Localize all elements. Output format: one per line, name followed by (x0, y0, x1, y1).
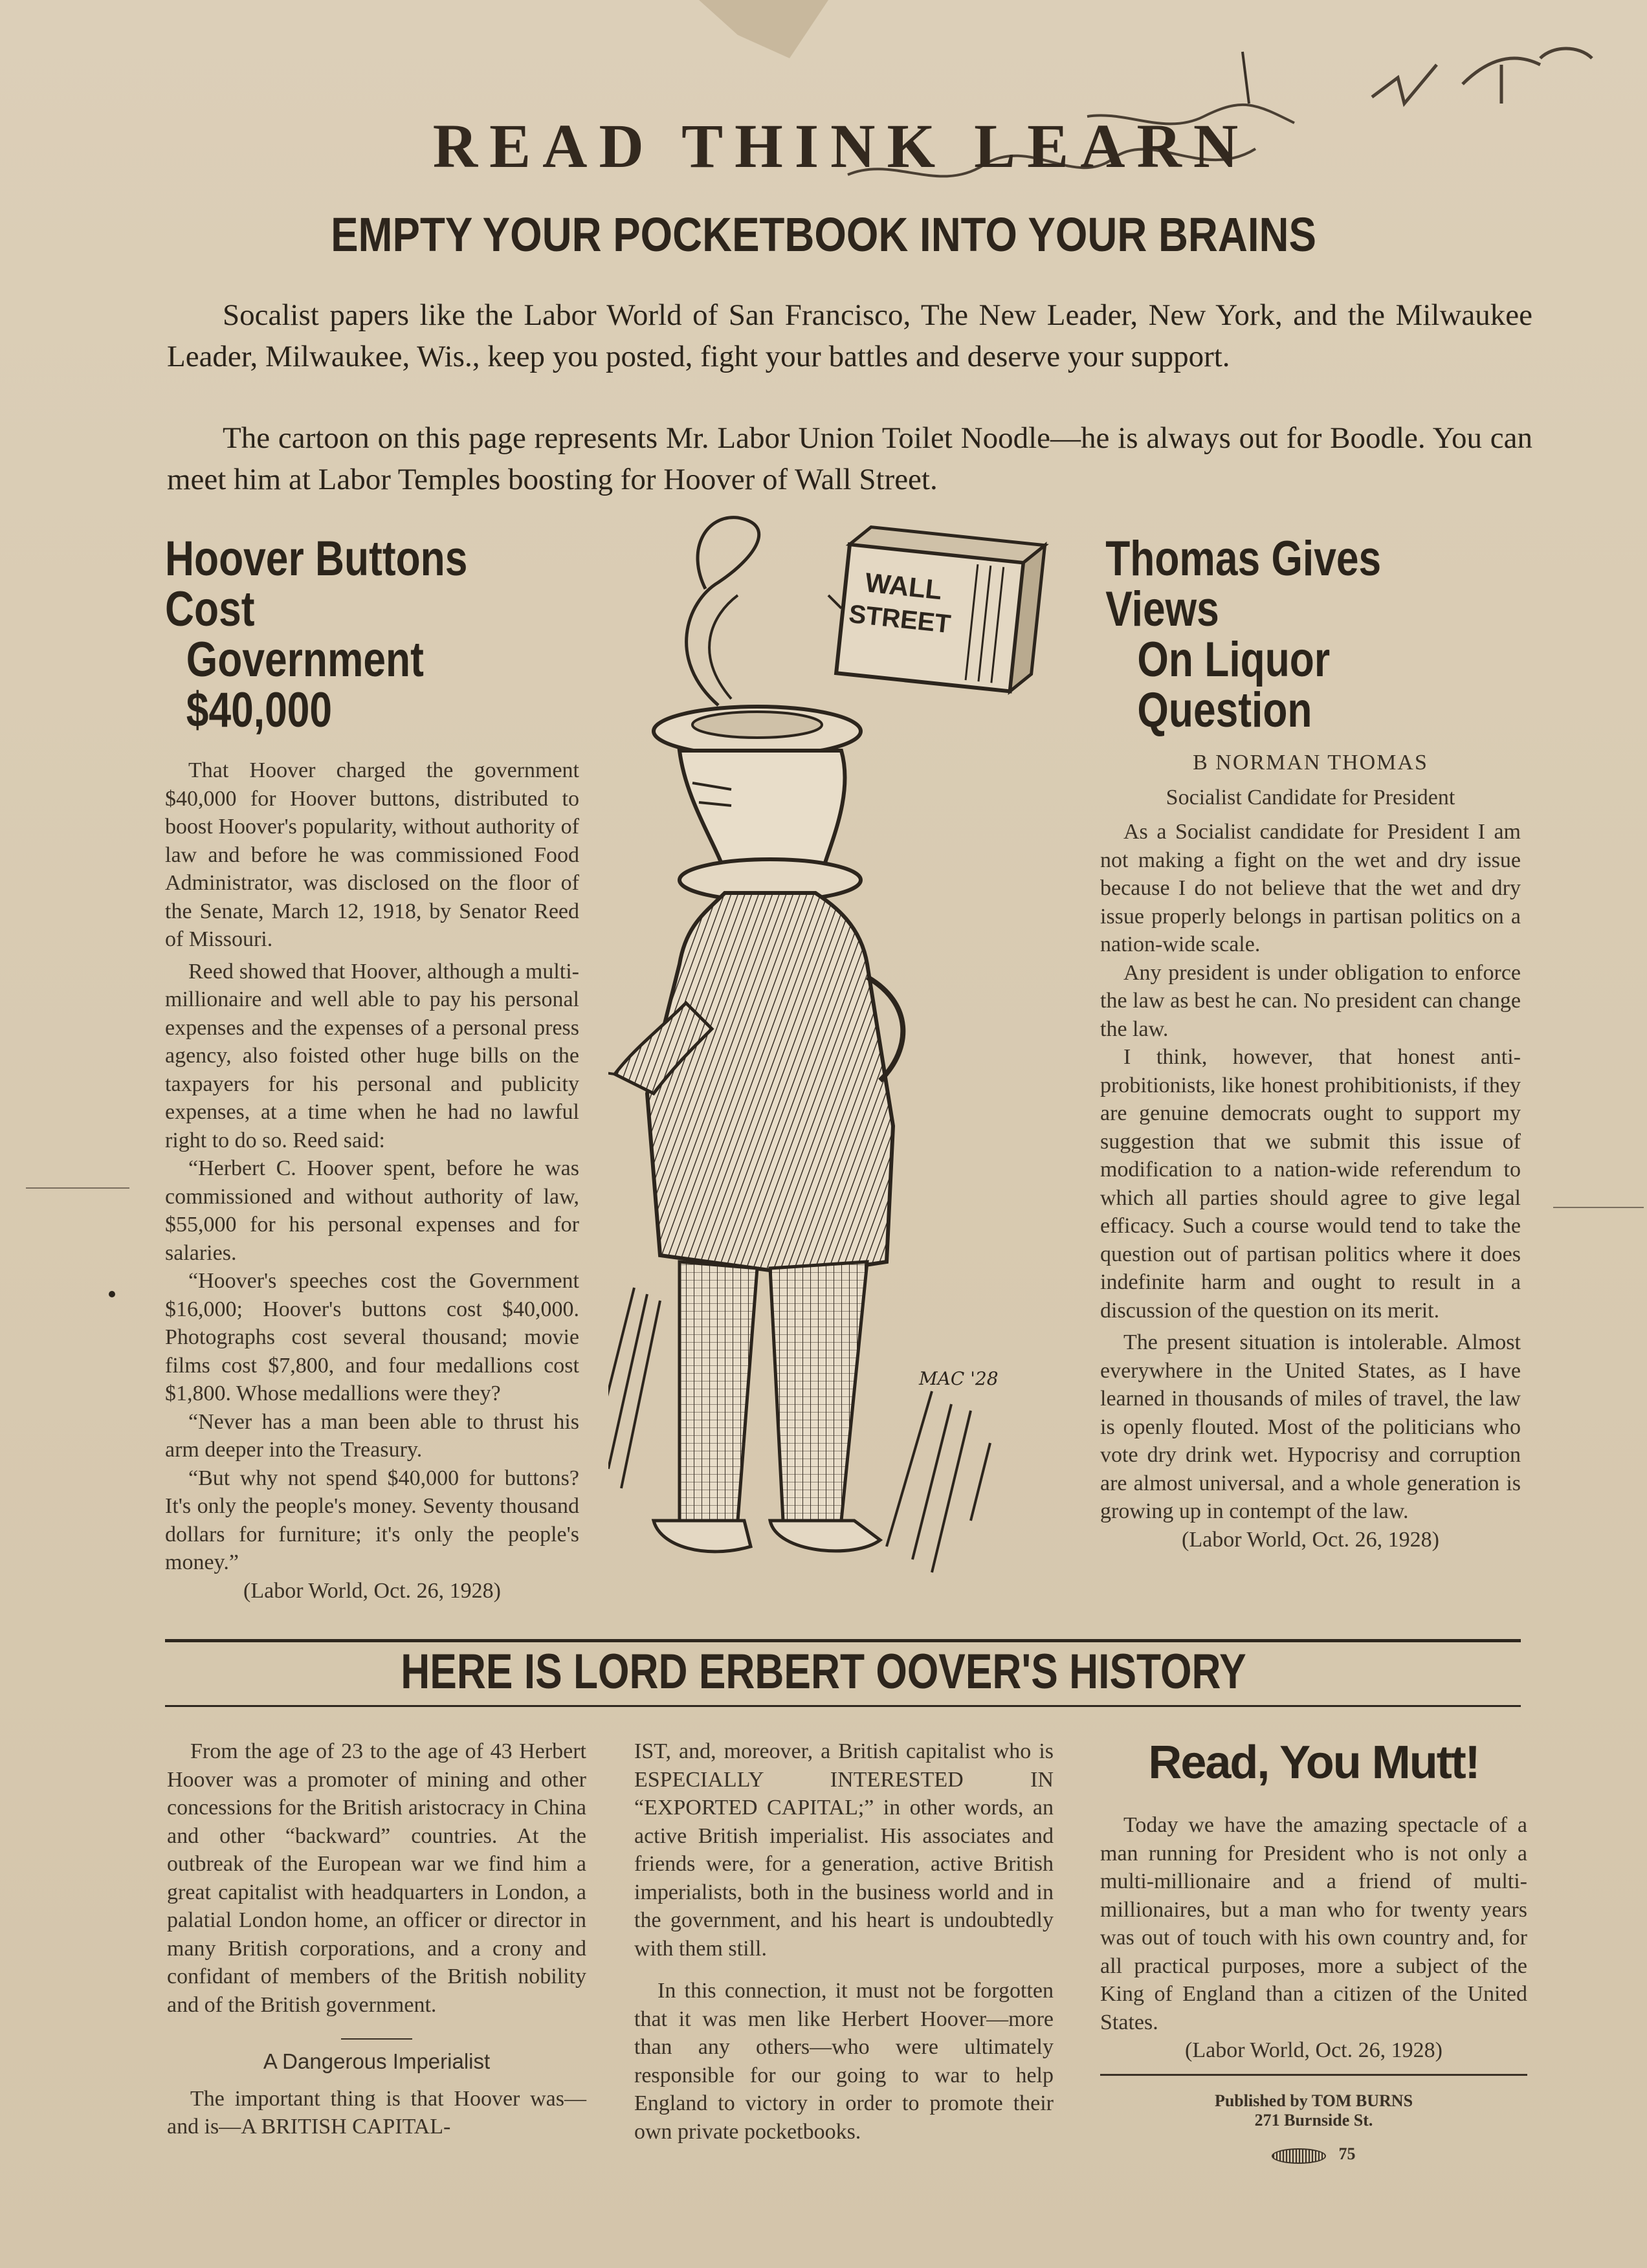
history-paragraph: IST, and, moreover, a British capitalist who is ESPECIALLY INTERESTED IN “EXPORTED CAPITAL;” in other words, an active British imperialist. His associates and friends were, for a generation, active British imperialists, both in the business world and in the government, and his heart is undoubtedly with them still. (634, 1739, 1054, 1961)
right-headline-line2: On Liquor Question (1137, 632, 1331, 738)
published-by: Published by TOM BURNS (1214, 2091, 1413, 2110)
right-byline: B NORMAN THOMAS (1193, 751, 1428, 775)
right-paragraph: I think, however, that honest anti-probitionists, like honest prohibitionists, if they are genuine democrats ought to support my suggestion that we submit this issue of modification to a nation-wide referendum to which all parties should agree to give legal efficacy. Such a course would tend to take the question out of partisan politics where it does indefinite harm and ought to result in a discussion of the question on its merit. (1100, 1045, 1521, 1323)
left-headline-line2: Government $40,000 (186, 632, 424, 738)
cartoon-signature: MAC '28 (919, 1368, 999, 1389)
mutt-article (1100, 1737, 1527, 2164)
left-paragraph: “Hoover's speeches cost the Government $16,000; Hoover's buttons cost $40,000. Photographs cost several thousand; movie films cost $7,800, and four medallions cost $1,800. Whose medallions were they? (165, 1269, 579, 1405)
mutt-paragraph: Today we have the amazing spectacle of a man running for President who is not only a multi-millionaire and a friend of multi-millionaires, but a man who for twenty years was out of touch with his own country and, for all practical purposes, more a subject of the King of England than a citizen of the United States. (1100, 1813, 1527, 2034)
pencil-mark (1553, 1207, 1644, 1208)
mutt-body (1100, 1811, 1527, 2065)
history-paragraph: The important thing is that Hoover was—and is—A BRITISH CAPITAL- (167, 2086, 586, 2139)
union-bug (1100, 2144, 1527, 2164)
mutt-rule (1100, 2074, 1527, 2076)
left-paragraph: “Herbert C. Hoover spent, before he was commissioned and without authority of law, $55,000 for his personal expenses and for salaries. (165, 1156, 579, 1265)
masthead: READ THINK LEARN (432, 111, 1250, 181)
intro-paragraph-2: The cartoon on this page represents Mr. Labor Union Toilet Noodle—he is always out for Boodle. You can meet him at Labor Temples boosting for Hoover of Wall Street. (167, 421, 1532, 496)
history-title: HERE IS LORD ERBERT OOVER'S HISTORY (401, 1644, 1246, 1699)
left-paragraph: “But why not spend $40,000 for buttons? It's only the people's money. Seventy thousand dollars for furniture; it's only the people's money.” (165, 1466, 579, 1574)
left-headline-line1: Hoover Buttons Cost (165, 531, 468, 637)
cartoon-toilet-man (608, 511, 1074, 1598)
intro-paragraph-1: Socalist papers like the Labor World of San Francisco, The New Leader, New York, and the Milwaukee Leader, Milwaukee, Wis., keep you posted, fight your battles and deserve your support. (167, 298, 1532, 373)
divider (341, 2038, 412, 2040)
box-label-street: STREET (847, 599, 953, 639)
right-paragraph: Any president is under obligation to enforce the law as best he can. No president can change the law. (1100, 960, 1521, 1041)
history-paragraph: From the age of 23 to the age of 43 Herbert Hoover was a promoter of mining and other concessions for the British aristocracy in China and other “backward” countries. At the outbreak of the European war we find him a great capitalist with headquarters in London, a palatial London home, an officer or director in many British corporations, and a crony and confidant of members of the British nobility and of the British government. (167, 1739, 586, 2017)
right-paragraph: As a Socialist candidate for President I am not making a fight on the wet and dry issue because I do not believe that the wet and dry issue properly belongs in partisan politics on a nation-wide scale. (1100, 820, 1521, 956)
right-article (1100, 531, 1527, 1554)
history-col2 (634, 1737, 1054, 2146)
mutt-credit: (Labor World, Oct. 26, 1928) (1185, 2038, 1443, 2062)
left-paragraph: Reed showed that Hoover, although a multi-millionaire and well able to pay his personal expenses and the expenses of a personal press agency, also foisted other huge bills on the taxpayers for his personal and publicity expenses, at a time when he had no lawful right to do so. Reed said: (165, 959, 579, 1152)
history-col1 (167, 1737, 586, 2141)
right-subline: Socialist Candidate for President (1166, 785, 1455, 809)
history-subtitle: A Dangerous Imperialist (263, 2049, 491, 2073)
subhead: EMPTY YOUR POCKETBOOK INTO YOUR BRAINS (331, 208, 1316, 261)
right-article-body (1100, 749, 1521, 1554)
section-rule-top (165, 1639, 1521, 1642)
union-number: 75 (1338, 2144, 1356, 2163)
ink-dot (109, 1291, 115, 1297)
publisher-address: 271 Burnside St. (1254, 2110, 1373, 2130)
right-paragraph: The present situation is intolerable. Almost everywhere in the United States, as I have learned in thousands of miles of travel, the law is openly flouted. Most of the politicians who vote dry drink wet. Hypocrisy and corruption are almost universal, and a whole generation is growing up in contempt of the law. (1100, 1330, 1521, 1523)
section-rule-bottom (165, 1705, 1521, 1707)
right-credit: (Labor World, Oct. 26, 1928) (1182, 1527, 1439, 1552)
left-credit: (Labor World, Oct. 26, 1928) (243, 1578, 501, 1603)
history-paragraph: In this connection, it must not be forgotten that it was men like Herbert Hoover—more than any others—who were ultimately responsible for our going to war to help England to victory in order to promote their own private pocketbooks. (634, 1979, 1054, 2144)
pencil-mark (26, 1187, 129, 1189)
right-headline-line1: Thomas Gives Views (1105, 531, 1382, 637)
box-label-wall: WALL (863, 567, 944, 606)
mutt-headline: Read, You Mutt! (1148, 1737, 1479, 1789)
left-paragraph: “Never has a man been able to thrust his arm deeper into the Treasury. (165, 1409, 579, 1462)
torn-corner (699, 0, 828, 58)
left-article (165, 531, 605, 1605)
wall-street-box (836, 525, 1045, 693)
left-article-body (165, 756, 579, 1605)
union-label-icon (1272, 2148, 1326, 2164)
left-paragraph: That Hoover charged the government $40,000 for Hoover buttons, distributed to boost Hoover's popularity, without authority of law and before he was commissioned Food Administrator, was disclosed on the floor of the Senate, March 12, 1918, by Senator Reed of Missouri. (165, 758, 579, 951)
